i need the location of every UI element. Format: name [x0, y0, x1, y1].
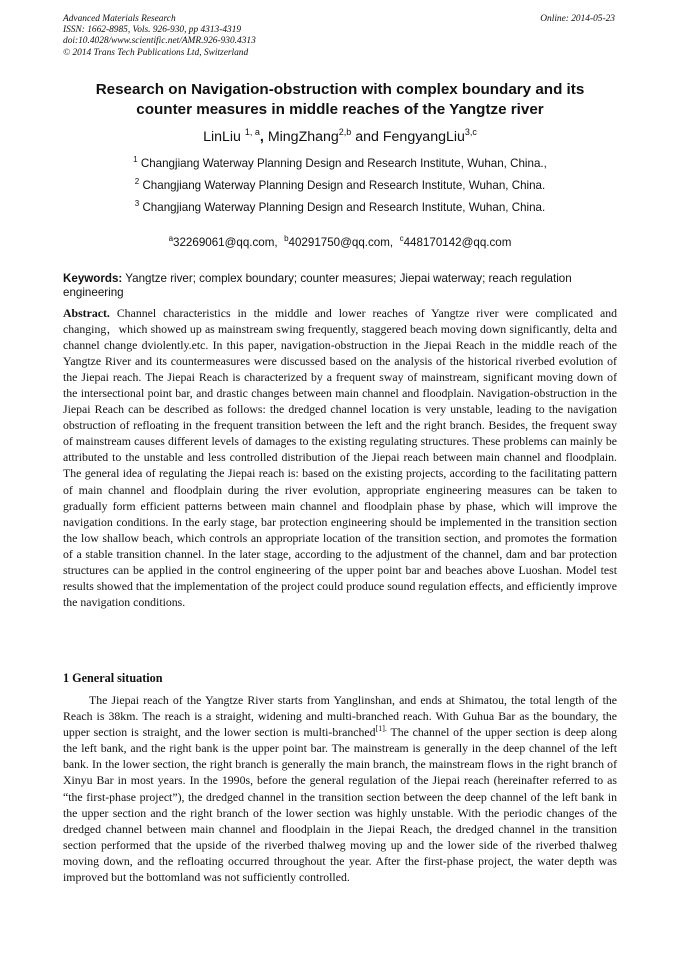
section-body-1 — [63, 692, 617, 885]
author-list — [60, 128, 620, 146]
issn-line: ISSN: 1662-8985, Vols. 926-930, pp 4313-4319 — [63, 25, 242, 36]
email-c[interactable]: 448170142@qq.com — [403, 236, 512, 249]
section-text-part-1: The Jiepai reach of the Yangtze River starts from Yanglinshan, and ends at Shimatou, the total length of the Reach is 38km. The reach is a straight, widening and multi-branched reach. With Guhua Bar as the boundary, the upper section is straight, and the lower section is multi-branched — [63, 693, 617, 740]
author-name-1: LinLiu — [203, 129, 241, 145]
author-sup-2: 2,b — [338, 127, 352, 137]
author-sup-3: 3,c — [464, 127, 477, 137]
email-sup-a: a — [168, 234, 174, 243]
keywords-label: Keywords: — [63, 272, 123, 285]
affiliation-3 — [60, 201, 620, 215]
copyright-line: © 2014 Trans Tech Publications Ltd, Switzerland — [63, 47, 249, 58]
abstract-text: Channel characteristics in the middle and lower reaches of Yangtze river were complicated and changing，which showed up as mainstream swing frequently, staggered beach moving down significantly, delta and channel change dviolently.etc. In this paper, navigation-obstruction in the Jiepai Reach in the middle reach of the Yangtze River and its countermeasures were discussed based on the analysis of the historical riverbed evolution of the Jiepai reach. The Jiepai Reach is characterized by a frequent sway of mainstream, significant moving down of the intersectional point bar, and drastic changes between main channel and floodplain. Navigation-obstruction in the Jiepai Reach can be described as follows: the dredged channel location is very unstable, leading to the navigation obstruction of refloating in the frequent transition between the left and the right branch. Besides, the frequent sway of mainstream causes different levels of damages to the existing regulating structures. These problems can mainly be attributed to the unstable and less controlled distribution of the Jiepai reach between main channel and floodplain. The general idea of regulating the Jiepai reach is: based on the existing projects, according to the facilitating pattern of main channel and floodplain during the river evolution, appropriate engineering measures can be taken to gradually form efficient patterns between main channel and floodplain phase by phase, which will improve the navigation conditions. In the early stage, bar protection engineering should be implemented in the transition section the low shallow beach, which controls an appropriate location of the transition section, and promotes the formation of a stable transition channel. In the later stage, according to the adjustment of the channel, dam and bar protection structures can be applied in the control engineering of the upper point bar and beaches above Luoshan. Model test results showed that the implementation of the project could produce sound regulation effects, and efficiently improve the navigation conditions. — [63, 306, 617, 609]
author-separator-1: , — [259, 129, 264, 145]
email-b[interactable]: 40291750@qq.com, — [288, 236, 394, 249]
author-name-3: FengyangLiu — [382, 129, 465, 145]
citation-ref-1[interactable]: [1]. — [375, 724, 387, 734]
affiliation-1 — [60, 157, 620, 171]
affiliation-text-1: Changjiang Waterway Planning Design and Research Institute, Wuhan, China., — [140, 157, 547, 170]
author-sup-1: 1, a — [244, 127, 260, 137]
journal-name: Advanced Materials Research — [63, 14, 176, 24]
abstract-label: Abstract. — [63, 306, 110, 320]
title-line-1: Research on Navigation-obstruction with complex boundary and its — [95, 81, 585, 98]
affiliation-text-2: Changjiang Waterway Planning Design and Research Institute, Wuhan, China. — [142, 179, 546, 192]
journal-header — [63, 14, 615, 59]
abstract-block — [63, 305, 617, 610]
keywords-text: Yangtze river; complex boundary; counter measures; Jiepai waterway; reach regulation engineering — [63, 272, 572, 299]
email-sup-c: c — [399, 234, 404, 243]
section-heading-1: 1 General situation — [63, 671, 163, 685]
affiliation-number-3: 3 — [134, 199, 140, 208]
author-separator-2: and — [351, 129, 383, 145]
doi-line: doi:10.4028/www.scientific.net/AMR.926-930.4313 — [63, 36, 256, 47]
online-date: Online: 2014-05-23 — [540, 14, 615, 24]
keywords-block — [63, 272, 617, 300]
section-text-part-2: The channel of the upper section is deep along the left bank, and the right bank is the upper point bar. The mainstream is generally in the deep channel of the left bank. In the lower section, the right branch is generally the main branch, the mainstream flows in the right branch of Xinyu Bar in most years. In the 1990s, before the general regulation of the Jiepai reach (hereinafter referred to as “the first-phase project”), the dredged channel in the transition section between the deep channel of the left bank in the upper section and the right branch of the lower section was highly unstable. With the periodic changes of the dredged channel between main channel and floodplain in the Jiepai Reach, the dredged channel in the transition section performed that the upside of the riverbed thalweg moving up and the lower side of the riverbed thalweg moving down, and the refloating occurred throughout the year. After the first-phase project, the water depth was improved but the bottomland was not sufficiently controlled. — [63, 725, 617, 885]
author-name-2: MingZhang — [267, 129, 339, 145]
title-line-2: counter measures in middle reaches of the Yangtze river — [136, 101, 544, 118]
email-sup-b: b — [284, 234, 289, 243]
email-list — [60, 236, 620, 250]
email-a[interactable]: 32269061@qq.com, — [173, 236, 278, 249]
affiliation-number-1: 1 — [133, 155, 138, 164]
affiliation-number-2: 2 — [134, 177, 140, 186]
paper-title — [60, 80, 620, 120]
affiliation-2 — [60, 179, 620, 193]
affiliation-text-3: Changjiang Waterway Planning Design and Research Institute, Wuhan, China. — [142, 201, 546, 214]
